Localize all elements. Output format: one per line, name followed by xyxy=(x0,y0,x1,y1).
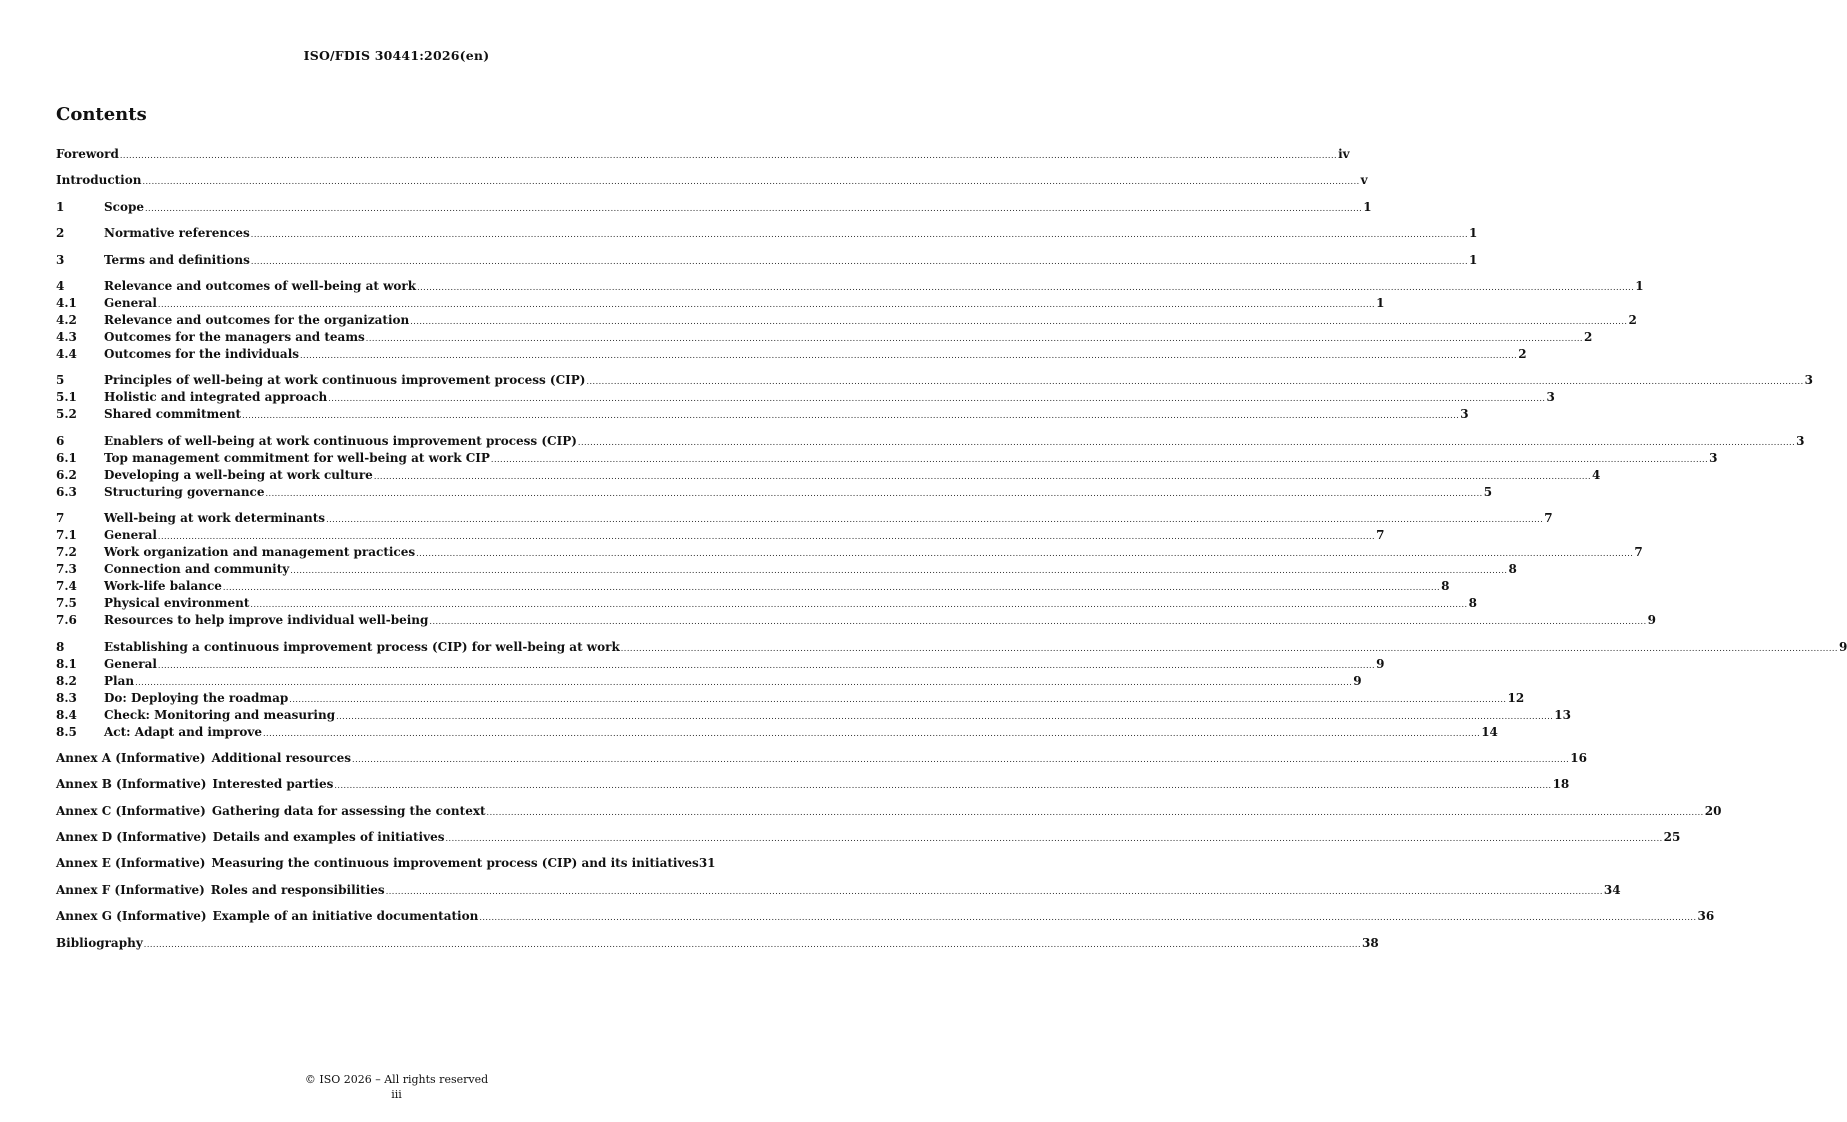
toc-entry-title: Terms and definitions xyxy=(104,252,250,267)
toc-page-number: 1 xyxy=(1376,295,1385,310)
toc-dot-leader: ................................................................................................................................................................................................................................................................................................................................................................................................................ xyxy=(586,377,1804,387)
toc-entry-title: Interested parties xyxy=(212,777,334,792)
toc-section-number: 4 xyxy=(56,278,65,293)
toc-section-number: 8.3 xyxy=(56,690,77,705)
copyright-notice: © ISO 2026 – All rights reserved xyxy=(304,1073,489,1086)
toc-page-number: 8 xyxy=(1441,579,1450,594)
table-of-contents xyxy=(56,146,1847,952)
toc-section-number: 7.2 xyxy=(56,545,77,560)
toc-dot-leader: ................................................................................................................................................................................................................................................................................................................................................................................................................ xyxy=(222,583,1441,593)
toc-page-number: 12 xyxy=(1507,690,1525,705)
toc-section-number: 8.4 xyxy=(56,707,77,722)
toc-entry-title: Foreword xyxy=(56,147,119,161)
toc-page-number: 1 xyxy=(1635,278,1644,293)
toc-section-number: 7 xyxy=(56,511,65,526)
toc-dot-leader: ................................................................................................................................................................................................................................................................................................................................................................................................................ xyxy=(385,886,1603,896)
toc-section-number: 2 xyxy=(56,226,65,241)
toc-page-number: 2 xyxy=(1518,346,1527,361)
toc-section-number: 8.5 xyxy=(56,724,77,739)
toc-page-number: 9 xyxy=(1353,673,1362,688)
toc-dot-leader: ................................................................................................................................................................................................................................................................................................................................................................................................................ xyxy=(242,411,1460,421)
toc-page-number: 18 xyxy=(1552,777,1570,792)
toc-section-number: 8.2 xyxy=(56,673,77,688)
toc-page-number: 13 xyxy=(1554,707,1571,722)
toc-page-number: v xyxy=(1360,173,1368,188)
toc-entry[interactable] xyxy=(56,750,1587,767)
toc-entry-title: Act: Adapt and improve xyxy=(104,724,263,739)
toc-page-number: 9 xyxy=(1647,613,1656,628)
toc-dot-leader: ................................................................................................................................................................................................................................................................................................................................................................................................................ xyxy=(336,711,1554,721)
toc-entry[interactable] xyxy=(56,406,1469,423)
toc-entry-title: Outcomes for the individuals xyxy=(104,346,300,361)
toc-dot-leader: ................................................................................................................................................................................................................................................................................................................................................................................................................ xyxy=(119,151,1338,160)
toc-section-number: 5 xyxy=(56,373,65,388)
toc-entry-title: Holistic and integrated approach xyxy=(104,390,328,405)
toc-page-number: 1 xyxy=(1469,252,1478,267)
toc-page-number: 1 xyxy=(1363,199,1372,214)
page-footer xyxy=(0,1072,793,1102)
toc-page-number: 5 xyxy=(1483,484,1493,499)
toc-entry-title: Principles of well-being at work continuous improvement process (CIP) xyxy=(104,373,586,388)
toc-dot-leader: ................................................................................................................................................................................................................................................................................................................................................................................................................ xyxy=(352,754,1570,764)
toc-entry[interactable] xyxy=(56,690,1525,707)
toc-dot-leader: ................................................................................................................................................................................................................................................................................................................................................................................................................ xyxy=(157,660,1376,670)
toc-section-number: 7.1 xyxy=(56,528,77,543)
toc-dot-leader: ................................................................................................................................................................................................................................................................................................................................................................................................................ xyxy=(365,333,1583,343)
toc-entry-title: Normative references xyxy=(104,226,250,241)
toc-page-number: 2 xyxy=(1583,329,1593,344)
toc-entry-title: Plan xyxy=(104,673,135,688)
toc-section-number: 7.4 xyxy=(56,579,77,594)
toc-dot-leader: ................................................................................................................................................................................................................................................................................................................................................................................................................ xyxy=(334,781,1552,791)
toc-dot-leader: ................................................................................................................................................................................................................................................................................................................................................................................................................ xyxy=(290,566,1508,576)
toc-dot-leader: ................................................................................................................................................................................................................................................................................................................................................................................................................ xyxy=(577,437,1796,447)
toc-dot-leader: ................................................................................................................................................................................................................................................................................................................................................................................................................ xyxy=(143,939,1361,949)
toc-entry-title: Work-life balance xyxy=(104,579,222,594)
toc-entry[interactable] xyxy=(56,527,1385,544)
toc-annex-label: Annex B (Informative) xyxy=(56,777,207,792)
toc-dot-leader: ................................................................................................................................................................................................................................................................................................................................................................................................................ xyxy=(479,913,1697,923)
toc-page-number: 34 xyxy=(1603,882,1621,897)
toc-entry[interactable] xyxy=(56,278,1644,295)
toc-page-number: 2 xyxy=(1628,312,1637,327)
toc-entry[interactable] xyxy=(56,612,1656,629)
toc-dot-leader: ................................................................................................................................................................................................................................................................................................................................................................................................................ xyxy=(417,282,1635,292)
toc-dot-leader: ................................................................................................................................................................................................................................................................................................................................................................................................................ xyxy=(490,454,1709,464)
toc-entry[interactable] xyxy=(56,329,1593,346)
toc-annex-label: Annex A (Informative) xyxy=(56,750,206,765)
toc-page-number: 7 xyxy=(1544,511,1553,526)
toc-section-number: 4.2 xyxy=(56,312,77,327)
toc-entry[interactable] xyxy=(56,346,1527,363)
toc-section-number: 6.1 xyxy=(56,450,77,465)
toc-page-number: 3 xyxy=(1460,407,1469,422)
toc-page-number: 4 xyxy=(1592,467,1601,482)
toc-dot-leader: ................................................................................................................................................................................................................................................................................................................................................................................................................ xyxy=(328,394,1546,404)
toc-annex-label: Annex F (Informative) xyxy=(56,882,205,897)
toc-entry[interactable] xyxy=(56,673,1362,690)
toc-entry-title: Gathering data for assessing the context xyxy=(211,803,486,818)
toc-page-number: 14 xyxy=(1481,724,1498,739)
toc-entry-title: Additional resources xyxy=(211,750,352,765)
toc-entry[interactable] xyxy=(56,433,1805,450)
toc-entry-title: Example of an initiative documentation xyxy=(212,909,479,924)
toc-annex-label: Annex C (Informative) xyxy=(56,803,206,818)
toc-entry-title: Structuring governance xyxy=(104,484,265,499)
toc-dot-leader: ................................................................................................................................................................................................................................................................................................................................................................................................................ xyxy=(410,316,1628,326)
toc-page-number: 7 xyxy=(1634,545,1643,560)
toc-dot-leader: ................................................................................................................................................................................................................................................................................................................................................................................................................ xyxy=(300,350,1518,360)
toc-section-number: 8.1 xyxy=(56,656,77,671)
toc-entry[interactable] xyxy=(56,656,1385,673)
toc-entry[interactable] xyxy=(56,855,716,872)
toc-page-number: 8 xyxy=(1508,562,1517,577)
toc-entry[interactable] xyxy=(56,803,1722,820)
toc-section-number: 7.3 xyxy=(56,562,77,577)
toc-entry[interactable] xyxy=(56,199,1372,216)
toc-entry-title: Physical environment xyxy=(104,596,250,611)
toc-entry[interactable] xyxy=(56,561,1517,578)
toc-entry[interactable] xyxy=(56,252,1478,269)
toc-page-number: 16 xyxy=(1570,750,1587,765)
page-number: iii xyxy=(391,1088,402,1101)
toc-dot-leader: ................................................................................................................................................................................................................................................................................................................................................................................................................ xyxy=(250,600,1468,610)
toc-page-number: 38 xyxy=(1361,935,1379,950)
toc-page-number: 3 xyxy=(1796,433,1805,448)
toc-dot-leader: ................................................................................................................................................................................................................................................................................................................................................................................................................ xyxy=(326,515,1544,525)
toc-section-number: 5.1 xyxy=(56,390,77,405)
toc-entry[interactable] xyxy=(56,172,1368,189)
toc-dot-leader: ................................................................................................................................................................................................................................................................................................................................................................................................................ xyxy=(429,617,1647,627)
toc-entry-title: Shared commitment xyxy=(104,407,242,422)
toc-entry[interactable] xyxy=(56,484,1493,501)
toc-entry[interactable] xyxy=(56,776,1570,793)
toc-section-number: 5.2 xyxy=(56,407,77,422)
toc-dot-leader: ................................................................................................................................................................................................................................................................................................................................................................................................................ xyxy=(265,488,1483,498)
toc-annex-label: Annex G (Informative) xyxy=(56,909,207,924)
toc-entry-title: Resources to help improve individual well-being xyxy=(104,613,429,628)
toc-entry-title: Work organization and management practices xyxy=(104,545,416,560)
toc-entry-title: Establishing a continuous improvement process (CIP) for well-being at work xyxy=(104,639,620,654)
toc-section-number: 6.3 xyxy=(56,484,77,499)
toc-page-number: 20 xyxy=(1704,803,1722,818)
toc-entry-title: Check: Monitoring and measuring xyxy=(104,707,336,722)
toc-dot-leader: ................................................................................................................................................................................................................................................................................................................................................................................................................ xyxy=(142,177,1360,187)
toc-entry[interactable] xyxy=(56,578,1450,595)
toc-entry[interactable] xyxy=(56,908,1715,925)
toc-dot-leader: ................................................................................................................................................................................................................................................................................................................................................................................................................ xyxy=(373,471,1591,481)
toc-entry[interactable] xyxy=(56,467,1601,484)
toc-page-number: 9 xyxy=(1376,656,1385,671)
toc-entry[interactable] xyxy=(56,595,1477,612)
toc-dot-leader: ................................................................................................................................................................................................................................................................................................................................................................................................................ xyxy=(157,299,1376,309)
toc-entry-title: Well-being at work determinants xyxy=(104,511,326,526)
document-id-header: ISO/FDIS 30441:2026(en) xyxy=(303,48,490,63)
toc-dot-leader: ................................................................................................................................................................................................................................................................................................................................................................................................................ xyxy=(289,694,1507,704)
toc-entry-title: Connection and community xyxy=(104,562,290,577)
toc-entry-title: Roles and responsibilities xyxy=(210,882,385,897)
toc-entry-title: Details and examples of initiatives xyxy=(212,830,445,845)
toc-page-number: 9 xyxy=(1838,639,1847,654)
toc-page-number: 36 xyxy=(1697,909,1715,924)
toc-dot-leader: ................................................................................................................................................................................................................................................................................................................................................................................................................ xyxy=(445,834,1663,844)
toc-entry-title: Enablers of well-being at work continuous improvement process (CIP) xyxy=(104,433,577,448)
toc-entry[interactable] xyxy=(56,935,1379,952)
toc-page-number: 31 xyxy=(698,856,716,871)
toc-entry-title: Bibliography xyxy=(56,935,143,950)
toc-entry[interactable] xyxy=(56,510,1553,527)
toc-entry[interactable] xyxy=(56,707,1571,724)
toc-entry-title: Relevance and outcomes for the organization xyxy=(104,312,410,327)
toc-entry-title: Do: Deploying the roadmap xyxy=(104,690,289,705)
toc-section-number: 3 xyxy=(56,252,65,267)
toc-entry-title: Top management commitment for well-being at work CIP xyxy=(104,450,490,465)
toc-section-number: 1 xyxy=(56,199,65,214)
toc-section-number: 7.5 xyxy=(56,596,77,611)
toc-annex-label: Annex D (Informative) xyxy=(56,830,207,845)
toc-entry-title: Scope xyxy=(104,199,145,214)
toc-dot-leader: ................................................................................................................................................................................................................................................................................................................................................................................................................ xyxy=(416,549,1634,559)
toc-dot-leader: ................................................................................................................................................................................................................................................................................................................................................................................................................ xyxy=(620,643,1838,653)
toc-dot-leader: ................................................................................................................................................................................................................................................................................................................................................................................................................ xyxy=(135,677,1353,687)
toc-entry[interactable] xyxy=(56,146,1350,163)
toc-section-number: 6 xyxy=(56,433,65,448)
toc-entry-title: Measuring the continuous improvement process (CIP) and its initiatives xyxy=(211,856,699,871)
toc-entry[interactable] xyxy=(56,829,1681,846)
toc-section-number: 6.2 xyxy=(56,467,77,482)
toc-annex-label: Annex E (Informative) xyxy=(56,856,206,871)
toc-section-number: 4.4 xyxy=(56,346,77,361)
toc-section-number: 8 xyxy=(56,639,65,654)
toc-entry-title: Relevance and outcomes of well-being at work xyxy=(104,278,417,293)
toc-entry-title: General xyxy=(104,528,157,543)
toc-dot-leader: ................................................................................................................................................................................................................................................................................................................................................................................................................ xyxy=(250,256,1469,266)
toc-entry[interactable] xyxy=(56,882,1621,899)
toc-entry-title: General xyxy=(104,295,157,310)
toc-section-number: 7.6 xyxy=(56,613,77,628)
toc-entry[interactable] xyxy=(56,389,1555,406)
toc-dot-leader: ................................................................................................................................................................................................................................................................................................................................................................................................................ xyxy=(145,203,1363,213)
toc-entry-title: Introduction xyxy=(56,173,142,188)
toc-entry[interactable] xyxy=(56,639,1847,656)
toc-entry[interactable] xyxy=(56,450,1718,467)
toc-entry[interactable] xyxy=(56,544,1643,561)
toc-page-number: 3 xyxy=(1709,450,1718,465)
toc-page-number: 1 xyxy=(1468,226,1478,241)
toc-entry-title: Developing a well-being at work culture xyxy=(104,467,373,482)
toc-page-number: 25 xyxy=(1663,830,1681,845)
toc-dot-leader: ................................................................................................................................................................................................................................................................................................................................................................................................................ xyxy=(157,532,1376,542)
toc-entry[interactable] xyxy=(56,724,1498,741)
toc-section-number: 4.1 xyxy=(56,295,77,310)
toc-page-number: 3 xyxy=(1546,390,1555,405)
toc-page-number: 8 xyxy=(1468,596,1477,611)
toc-page-number: 7 xyxy=(1376,528,1385,543)
toc-entry[interactable] xyxy=(56,372,1813,389)
page-title: Contents xyxy=(56,104,147,125)
toc-entry[interactable] xyxy=(56,312,1637,329)
toc-entry[interactable] xyxy=(56,225,1478,242)
toc-entry[interactable] xyxy=(56,295,1385,312)
toc-dot-leader: ................................................................................................................................................................................................................................................................................................................................................................................................................ xyxy=(250,230,1468,240)
toc-page-number: 3 xyxy=(1804,373,1813,388)
toc-section-number: 4.3 xyxy=(56,329,77,344)
toc-dot-leader: ................................................................................................................................................................................................................................................................................................................................................................................................................ xyxy=(486,807,1704,817)
toc-entry-title: General xyxy=(104,656,157,671)
toc-entry-title: Outcomes for the managers and teams xyxy=(104,329,365,344)
toc-dot-leader: ................................................................................................................................................................................................................................................................................................................................................................................................................ xyxy=(263,728,1481,738)
toc-page-number: iv xyxy=(1338,147,1350,161)
